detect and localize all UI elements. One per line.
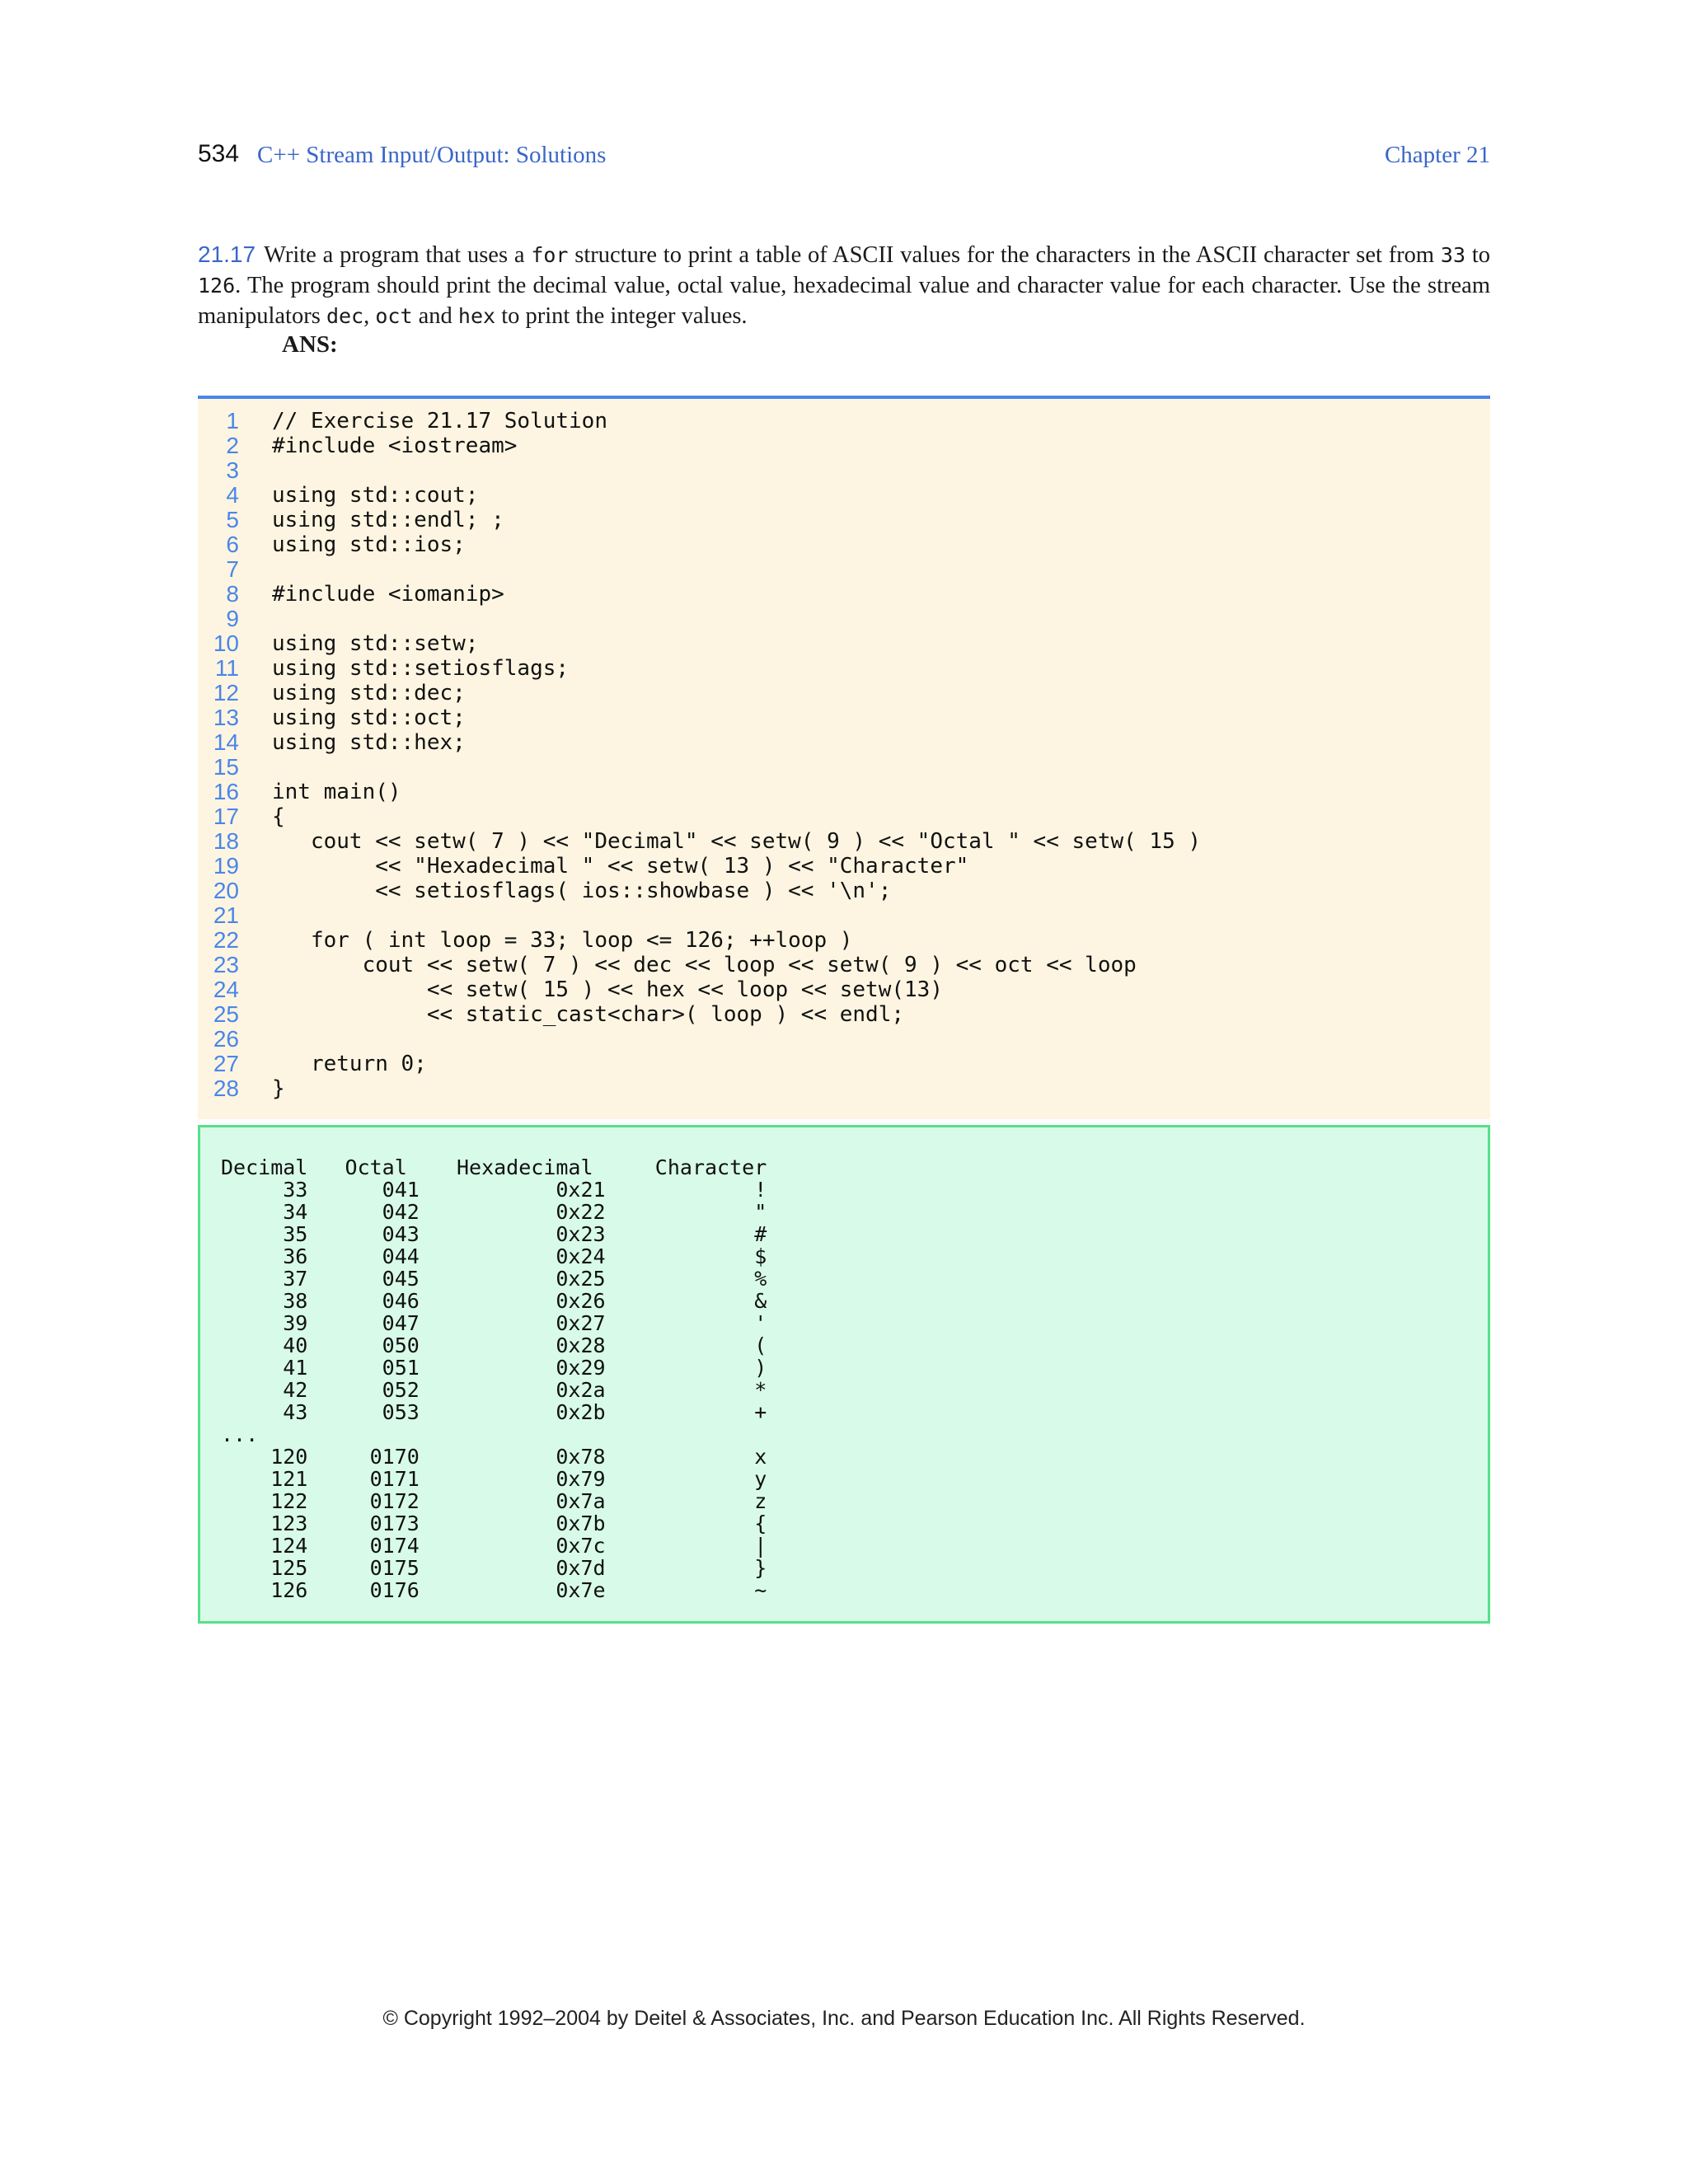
line-number: 3 bbox=[226, 457, 239, 483]
output-line: 33 041 0x21 ! bbox=[221, 1178, 767, 1202]
output-line: 120 0170 0x78 x bbox=[221, 1445, 767, 1469]
line-number: 19 bbox=[213, 853, 239, 879]
output-line: 42 052 0x2a * bbox=[221, 1378, 767, 1402]
line-number: 6 bbox=[226, 532, 239, 557]
line-number: 20 bbox=[213, 878, 239, 903]
output-line: 38 046 0x26 & bbox=[221, 1289, 767, 1313]
answer-label: ANS: bbox=[282, 331, 338, 358]
output-line: 34 042 0x22 " bbox=[221, 1200, 767, 1224]
line-number: 27 bbox=[213, 1051, 239, 1076]
code-text: << static_cast<char>( loop ) << endl; bbox=[272, 1002, 905, 1027]
code-text: int main() bbox=[272, 780, 401, 804]
code-text: for ( int loop = 33; loop <= 126; ++loop ) bbox=[272, 928, 853, 953]
line-number: 26 bbox=[213, 1026, 239, 1052]
code-text: using std::dec; bbox=[272, 681, 466, 705]
line-number: 21 bbox=[213, 902, 239, 928]
line-number: 4 bbox=[226, 482, 239, 508]
line-number: 14 bbox=[213, 729, 239, 755]
line-number: 5 bbox=[226, 507, 239, 532]
line-number: 8 bbox=[226, 581, 239, 607]
output-line: 124 0174 0x7c | bbox=[221, 1534, 767, 1558]
line-number: 1 bbox=[226, 408, 239, 434]
inline-code: oct bbox=[375, 304, 413, 328]
line-number: 17 bbox=[213, 804, 239, 829]
line-number: 2 bbox=[226, 433, 239, 458]
output-line: 39 047 0x27 ' bbox=[221, 1311, 767, 1335]
line-number: 9 bbox=[226, 606, 239, 631]
output-line: 126 0176 0x7e ~ bbox=[221, 1578, 767, 1602]
code-text: using std::hex; bbox=[272, 730, 466, 755]
inline-code: hex bbox=[457, 304, 496, 328]
output-line: 125 0175 0x7d } bbox=[221, 1556, 767, 1580]
chapter-label: Chapter 21 bbox=[1384, 142, 1490, 168]
line-number: 12 bbox=[213, 680, 239, 705]
exercise-number: 21.17 bbox=[198, 241, 256, 267]
line-number: 24 bbox=[213, 977, 239, 1002]
exercise-text: . The program should print the decimal value, octal value, hexadecimal value and character value for each character. Use the stream manipulators bbox=[198, 273, 1490, 329]
running-title: C++ Stream Input/Output: Solutions bbox=[257, 142, 607, 168]
output-line: 40 050 0x28 ( bbox=[221, 1333, 767, 1357]
exercise-text: and bbox=[412, 303, 458, 329]
page-number: 534 bbox=[198, 140, 240, 167]
code-text: } bbox=[272, 1076, 285, 1101]
exercise-text: to bbox=[1465, 242, 1490, 268]
inline-code: for bbox=[531, 243, 569, 267]
output-line: 36 044 0x24 $ bbox=[221, 1244, 767, 1268]
program-output bbox=[198, 1125, 1490, 1624]
code-text: { bbox=[272, 804, 285, 829]
code-text: return 0; bbox=[272, 1052, 427, 1076]
code-text: cout << setw( 7 ) << dec << loop << setw( 9 ) << oct << loop bbox=[272, 953, 1137, 977]
output-line: 123 0173 0x7b { bbox=[221, 1511, 767, 1535]
output-line: 35 043 0x23 # bbox=[221, 1222, 767, 1246]
exercise-text: Write a program that uses a bbox=[264, 242, 532, 268]
output-line: 37 045 0x25 % bbox=[221, 1267, 767, 1291]
inline-code: 126 bbox=[198, 274, 236, 298]
code-text: using std::oct; bbox=[272, 705, 466, 730]
code-text: << setiosflags( ios::showbase ) << '\n'; bbox=[272, 879, 892, 903]
exercise-text: structure to print a table of ASCII values for the characters in the ASCII character set from bbox=[568, 242, 1441, 268]
code-text: << setw( 15 ) << hex << loop << setw(13) bbox=[272, 977, 943, 1002]
code-text: using std::ios; bbox=[272, 532, 466, 557]
code-text: << "Hexadecimal " << setw( 13 ) << "Character" bbox=[272, 854, 969, 879]
code-text: // Exercise 21.17 Solution bbox=[272, 409, 607, 434]
code-text: #include <iostream> bbox=[272, 434, 518, 458]
line-number: 23 bbox=[213, 952, 239, 977]
code-text: #include <iomanip> bbox=[272, 582, 504, 607]
exercise-text: to print the integer values. bbox=[495, 303, 748, 329]
line-number: 13 bbox=[213, 705, 239, 730]
code-text: using std::setiosflags; bbox=[272, 656, 570, 681]
output-line: ... bbox=[221, 1422, 259, 1446]
line-number: 18 bbox=[213, 828, 239, 854]
output-line: 41 051 0x29 ) bbox=[221, 1356, 767, 1380]
line-number: 15 bbox=[213, 754, 239, 780]
code-text: cout << setw( 7 ) << "Decimal" << setw( 9 ) << "Octal " << setw( 15 ) bbox=[272, 829, 1202, 854]
code-text: using std::setw; bbox=[272, 631, 479, 656]
copyright-footer: © Copyright 1992–2004 by Deitel & Associates, Inc. and Pearson Education Inc. All Rights Reserved. bbox=[382, 2007, 1306, 2030]
line-number: 16 bbox=[213, 779, 239, 804]
line-number: 11 bbox=[214, 655, 239, 681]
code-text: using std::cout; bbox=[272, 483, 479, 508]
inline-code: 33 bbox=[1440, 243, 1466, 267]
code-text: using std::endl; ; bbox=[272, 508, 504, 532]
line-number: 22 bbox=[213, 927, 239, 953]
line-number: 10 bbox=[213, 630, 239, 656]
output-line: Decimal Octal Hexadecimal Character bbox=[221, 1155, 767, 1179]
line-number: 28 bbox=[213, 1076, 239, 1101]
inline-code: dec bbox=[326, 304, 364, 328]
exercise-text: , bbox=[363, 303, 376, 329]
exercise-statement bbox=[198, 239, 1490, 331]
output-line: 121 0171 0x79 y bbox=[221, 1467, 767, 1491]
line-number: 7 bbox=[226, 556, 239, 582]
code-listing bbox=[198, 396, 1490, 1119]
output-line: 43 053 0x2b + bbox=[221, 1400, 767, 1424]
page-header bbox=[198, 140, 1490, 173]
line-number: 25 bbox=[213, 1001, 239, 1027]
output-line: 122 0172 0x7a z bbox=[221, 1489, 767, 1513]
